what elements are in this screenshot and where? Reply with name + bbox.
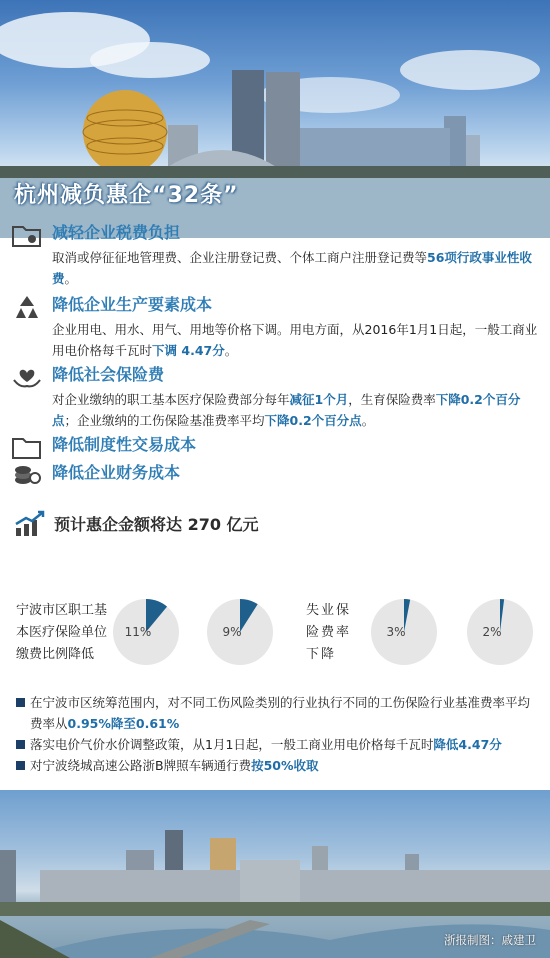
hero-cityscape-photo bbox=[0, 0, 550, 238]
highlight-text: 减征1个月 bbox=[289, 392, 349, 407]
hands-heart-icon bbox=[12, 364, 42, 390]
bullet-text: 在宁波市区统筹范围内，对不同工伤风险类别的行业执行不同的工伤保险行业基准费率平均费率从 bbox=[30, 695, 531, 731]
folder-icon bbox=[12, 434, 42, 460]
recycle-icon bbox=[12, 294, 42, 320]
pie-percent-label: 11% bbox=[124, 625, 152, 639]
pie-percent-label: 3% bbox=[386, 625, 406, 639]
trend-chart-icon bbox=[14, 510, 46, 538]
section-body bbox=[52, 247, 540, 289]
pie-percent-label: 9% bbox=[222, 625, 242, 639]
body-text: ；企业缴纳的工伤保险基准费率平均 bbox=[64, 413, 265, 428]
body-text: 企业用电、用水、用气、用地等价格下调。用电方面，从2016年1月1日起，一般工商业用电价格每千瓦时 bbox=[52, 322, 538, 358]
highlight-text: 下降0.2个百分点 bbox=[264, 413, 362, 428]
body-text-end: 。 bbox=[64, 271, 78, 286]
section-body bbox=[52, 389, 540, 431]
total-benefit bbox=[14, 510, 534, 540]
bullet-item bbox=[16, 692, 538, 734]
highlight-text: 56项行政事业性收费 bbox=[52, 250, 532, 286]
section-title: 降低社会保险费 bbox=[52, 365, 165, 384]
coins-icon bbox=[12, 462, 42, 488]
section-tax-burden bbox=[12, 222, 540, 292]
bullet-highlight: 按50%收取 bbox=[251, 758, 319, 773]
bullet-text: 对宁波绕城高速公路浙B牌照车辆通行费 bbox=[30, 758, 252, 773]
body-text: 对企业缴纳的职工基本医疗保险费部分每年 bbox=[52, 392, 290, 407]
hero-title: 杭州减负惠企“32条” bbox=[14, 183, 239, 208]
pie-percent-label: 2% bbox=[482, 625, 502, 639]
folder-gear-icon bbox=[12, 222, 42, 248]
pie-charts bbox=[0, 590, 550, 680]
total-benefit-text: 预计惠企金额将达 270 亿元 bbox=[54, 515, 259, 534]
highlight-text: 下降0.2个百分点 bbox=[52, 392, 521, 428]
bullet-text: 落实电价气价水价调整政策，从1月1日起，一般工商业用电价格每千瓦时 bbox=[30, 737, 434, 752]
body-text-end: 。 bbox=[361, 413, 375, 428]
photo-credit: 浙报制图：戚建卫 bbox=[444, 933, 536, 947]
bullet-item bbox=[16, 734, 538, 755]
body-text-end: 。 bbox=[224, 343, 238, 358]
body-text: ，生育保险费率 bbox=[348, 392, 436, 407]
section-title: 降低制度性交易成本 bbox=[52, 435, 197, 454]
highlight-text: 下调 4.47分 bbox=[152, 343, 225, 358]
body-text: 取消或停征征地管理费、企业注册登记费、个体工商户注册登记费等 bbox=[52, 250, 428, 265]
section-body bbox=[52, 319, 540, 361]
section-title: 降低企业财务成本 bbox=[52, 463, 181, 482]
bullet-highlight: 降低4.47分 bbox=[433, 737, 502, 752]
section-financial-costs bbox=[12, 462, 540, 490]
pie-label-unemployment-insurance: 失业保险费率下降 bbox=[306, 603, 352, 662]
section-production-costs bbox=[12, 294, 540, 364]
section-social-insurance bbox=[12, 364, 540, 434]
pie-label-medical-insurance: 宁波市区职工基本医疗保险单位缴费比例降低 bbox=[16, 603, 108, 662]
section-title: 降低企业生产要素成本 bbox=[52, 295, 213, 314]
bullet-highlight: 0.95%降至0.61% bbox=[67, 716, 180, 731]
section-title: 减轻企业税费负担 bbox=[52, 223, 181, 242]
bullet-list bbox=[16, 692, 538, 776]
bullet-item bbox=[16, 755, 538, 776]
ningbo-cityscape-photo bbox=[0, 790, 550, 958]
section-institutional-costs bbox=[12, 434, 540, 462]
